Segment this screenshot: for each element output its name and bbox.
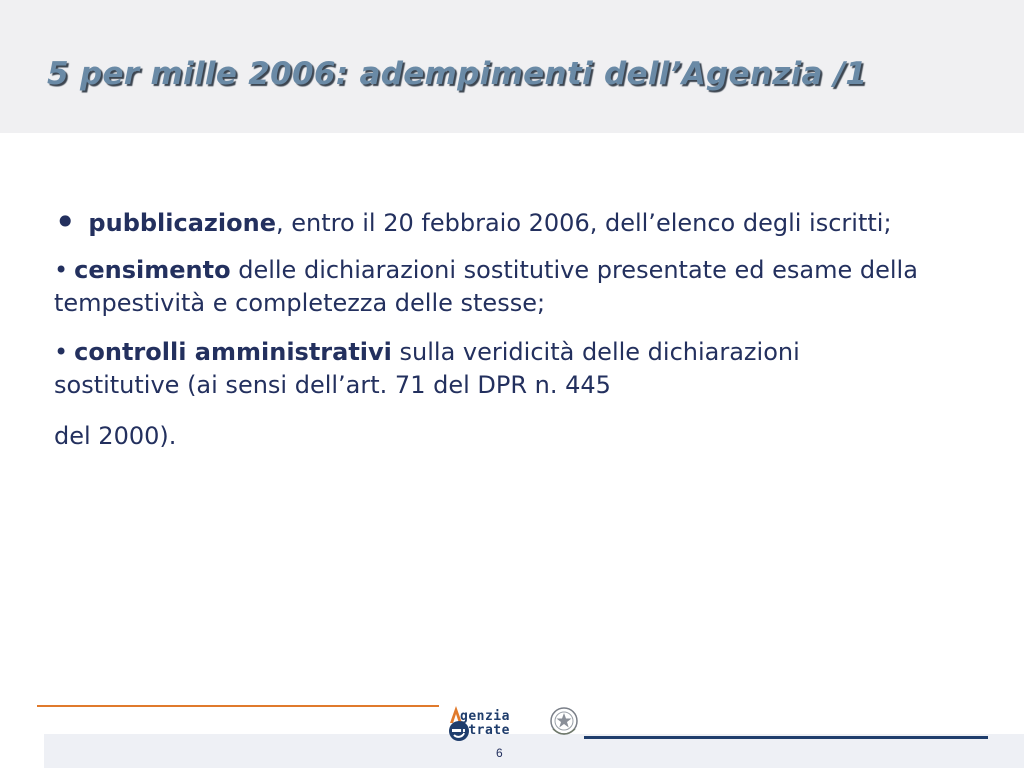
bullet-keyword: pubblicazione bbox=[88, 209, 276, 237]
logo-text-agenzia: genzia bbox=[460, 709, 510, 724]
bullet-text: sulla veridicità delle dichiarazioni sostitutive (ai sensi dell’art. 71 del DPR n. 445 bbox=[54, 338, 800, 399]
bullet-text: delle dichiarazioni sostitutive presentate ed esame della tempestività e completezza delle stesse; bbox=[54, 256, 918, 317]
bullet-marker: • bbox=[54, 338, 69, 366]
bullet-item-controlli bbox=[54, 336, 924, 453]
italian-republic-emblem-icon bbox=[549, 705, 579, 739]
slide-title: 5 per mille 2006: adempimenti dell’Agenzia /1 bbox=[47, 56, 868, 92]
bullet-item-censimento bbox=[54, 254, 924, 320]
footer-navy-rule bbox=[584, 736, 988, 739]
bullet-text-continuation: del 2000). bbox=[54, 422, 177, 450]
bullet-marker: • bbox=[54, 200, 77, 244]
footer-orange-rule bbox=[37, 705, 439, 707]
bullet-keyword: controlli amministrativi bbox=[74, 338, 392, 366]
bullet-item-pubblicazione bbox=[54, 200, 924, 244]
bullet-text: , entro il 20 febbraio 2006, dell’elenco degli iscritti; bbox=[275, 209, 892, 237]
bullet-marker: • bbox=[54, 256, 69, 284]
page-number: 6 bbox=[496, 746, 503, 760]
logo-text-entrate: ntrate bbox=[460, 723, 510, 738]
bullet-keyword: censimento bbox=[74, 256, 231, 284]
bullet-list bbox=[54, 200, 924, 453]
